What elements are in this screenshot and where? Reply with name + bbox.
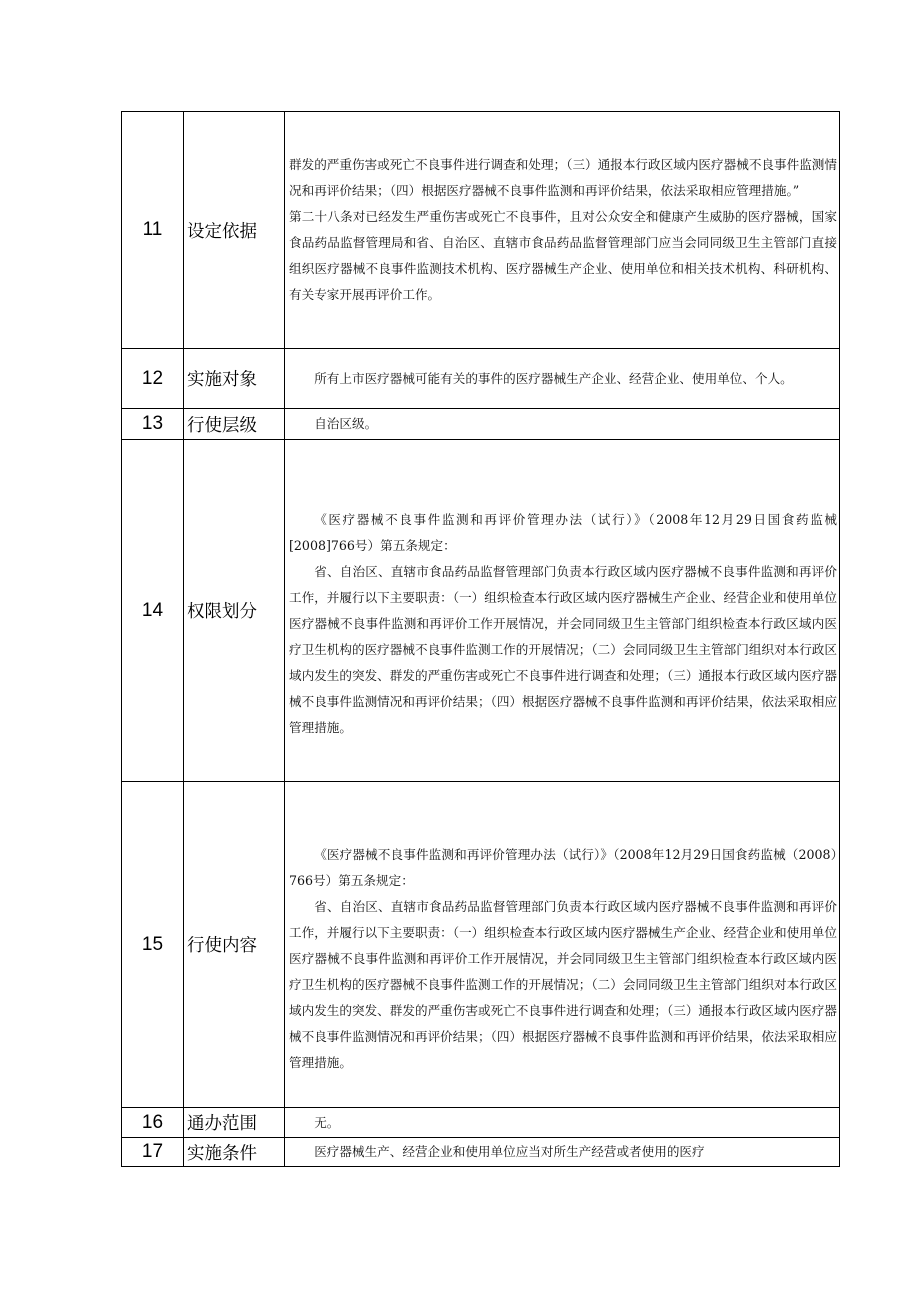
row-label: 设定依据 xyxy=(184,112,285,349)
content-paragraph: 省、自治区、直辖市食品药品监督管理部门负责本行政区域内医疗器械不良事件监测和再评价工作，并履行以下主要职责：（一）组织检查本行政区域内医疗器械生产企业、经营企业和使用单位医疗器械不良事件监测和再评价工作开展情况，并会同同级卫生主管部门组织检查本行政区域内医疗卫生机构的医疗器械不良事件监测工作的开展情况；（二）会同同级卫生主管部门组织对本行政区域内发生的突发、群发的严重伤害或死亡不良事件进行调查和处理；（三）通报本行政区域内医疗器械不良事件监测情况和再评价结果；（四）根据医疗器械不良事件监测和再评价结果，依法采取相应管理措施。 xyxy=(289,898,837,1070)
table-row-13 xyxy=(122,409,840,440)
row-content xyxy=(285,349,840,409)
table-row-11 xyxy=(122,112,840,349)
table-row-16 xyxy=(122,1108,840,1138)
row-number: 15 xyxy=(122,782,184,1108)
table-row-15 xyxy=(122,782,840,1108)
table-row-17 xyxy=(122,1138,840,1167)
content-paragraph: 无。 xyxy=(314,1114,340,1130)
row-content xyxy=(285,1138,840,1167)
row-content xyxy=(285,440,840,782)
row-label: 权限划分 xyxy=(184,440,285,782)
table-row-12 xyxy=(122,349,840,409)
content-paragraph: 自治区级。 xyxy=(314,416,378,431)
row-number: 14 xyxy=(122,440,184,782)
row-label: 通办范围 xyxy=(184,1108,285,1138)
row-content xyxy=(285,409,840,440)
row-number: 12 xyxy=(122,349,184,409)
content-paragraph: 所有上市医疗器械可能有关的事件的医疗器械生产企业、经营企业、使用单位、个人。 xyxy=(314,370,793,386)
content-paragraph: 第二十八条对已经发生严重伤害或死亡不良事件，且对公众安全和健康产生威胁的医疗器械，国家食品药品监督管理局和省、自治区、直辖市食品药品监督管理部门应当会同同级卫生主管部门直接组织医疗器械不良事件监测技术机构、医疗器械生产企业、使用单位和相关技术机构、科研机构、有关专家开展再评价工作。 xyxy=(289,209,837,302)
row-content xyxy=(285,782,840,1108)
row-label: 实施对象 xyxy=(184,349,285,409)
content-paragraph: 群发的严重伤害或死亡不良事件进行调查和处理；（三）通报本行政区域内医疗器械不良事件监测情况和再评价结果；（四）根据医疗器械不良事件监测和再评价结果，依法采取相应管理措施。” xyxy=(289,157,837,198)
row-number: 11 xyxy=(122,112,184,349)
row-number: 13 xyxy=(122,409,184,440)
content-paragraph: 医疗器械生产、经营企业和使用单位应当对所生产经营或者使用的医疗 xyxy=(314,1144,705,1159)
content-paragraph: 《医疗器械不良事件监测和再评价管理办法（试行）》（2008年12月29日国食药监械[2008]766号）第五条规定： xyxy=(289,511,837,553)
row-content xyxy=(285,1108,840,1138)
row-label: 行使层级 xyxy=(184,409,285,440)
row-content xyxy=(285,112,840,349)
content-paragraph: 《医疗器械不良事件监测和再评价管理办法（试行）》（2008年12月29日国食药监械（2008）766号）第五条规定： xyxy=(289,846,837,888)
row-label: 行使内容 xyxy=(184,782,285,1108)
table-row-14 xyxy=(122,440,840,782)
document-table xyxy=(121,111,840,1167)
row-number: 17 xyxy=(122,1138,184,1167)
content-paragraph: 省、自治区、直辖市食品药品监督管理部门负责本行政区域内医疗器械不良事件监测和再评价工作，并履行以下主要职责：（一）组织检查本行政区域内医疗器械生产企业、经营企业和使用单位医疗器械不良事件监测和再评价工作开展情况，并会同同级卫生主管部门组织检查本行政区域内医疗卫生机构的医疗器械不良事件监测工作的开展情况；（二）会同同级卫生主管部门组织对本行政区域内发生的突发、群发的严重伤害或死亡不良事件进行调查和处理；（三）通报本行政区域内医疗器械不良事件监测情况和再评价结果；（四）根据医疗器械不良事件监测和再评价结果，依法采取相应管理措施。 xyxy=(289,563,837,735)
row-number: 16 xyxy=(122,1108,184,1138)
row-label: 实施条件 xyxy=(184,1138,285,1167)
